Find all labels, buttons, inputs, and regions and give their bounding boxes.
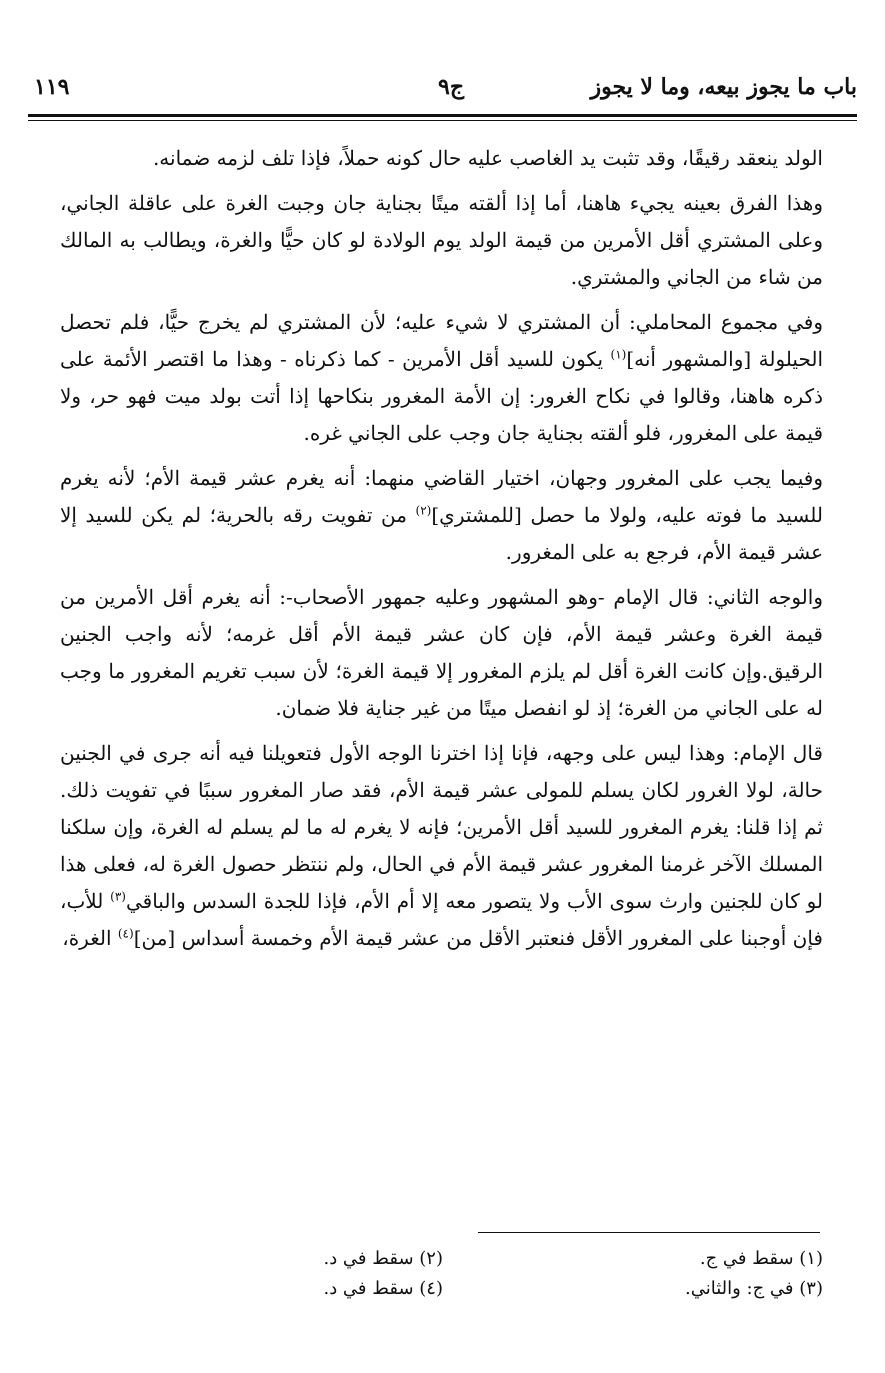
footnote-2 <box>323 1244 443 1274</box>
footnote-4 <box>323 1274 443 1304</box>
paragraph-6 <box>60 735 823 957</box>
paragraph-text: وفي مجموع المحاملي: أن المشتري لا شيء عليه؛ لأن المشتري لم يخرج حيًّا، فلم تحصل الحيلولة [والمشهور أنه] <box>60 310 823 371</box>
footnote-number: (٢) <box>419 1248 443 1269</box>
footnote-1 <box>700 1244 823 1274</box>
paragraph-text: قال الإمام: وهذا ليس على وجهه، فإنا إذا اخترنا الوجه الأول فتعويلنا فيه أنه جرى في الجنين حالة، لولا الغرور لكان يسلم للمولى عشر قيمة الأم، فقد صار المغرور سببًا في تفويت ذلك. ثم إذا قلنا: يغرم المغرور للسيد أقل الأمرين؛ فإنه لا يغرم له ما لم يسلم له الغرة، وإن سلكنا المسلك الآخر غرمنا المغرور عشر قيمة الأم في الحال، ولم ننتظر حصول الغرة له، فعلى هذا لو كان للجنين وارث سوى الأب ولا يتصور معه إلا أم الأم، فإذا للجدة السدس والباقي <box>60 741 824 913</box>
body-text <box>60 140 823 965</box>
footnote-number: (١) <box>799 1248 823 1269</box>
header-rule-thin <box>28 120 857 121</box>
paragraph-3 <box>60 304 823 452</box>
paragraph-4 <box>60 460 823 571</box>
footnote-3 <box>685 1274 823 1304</box>
paragraph-text: للأب، فإن أوجبنا على المغرور الأقل فنعتبر الأقل من عشر قيمة الأم وخمسة أسداس [من] <box>60 889 823 950</box>
footnote-ref-3[interactable]: (٣) <box>110 889 126 904</box>
paragraph-text: والوجه الثاني: قال الإمام -وهو المشهور وعليه جمهور الأصحاب-: أنه يغرم أقل الأمرين من قيمة الغرة وعشر قيمة الأم، فإن كان عشر قيمة الأم أقل غرمه؛ لأنه واجب الجنين الرقيق.وإن كانت الغرة أقل لم يلزم المغرور إلا قيمة الغرة؛ لأن سبب تغريم المغرور ما وجب له على الجاني من الغرة؛ إذ لو انفصل ميتًا من غير جناية فلا ضمان. <box>60 585 823 720</box>
footnote-text: في ج: والثاني. <box>684 1278 794 1299</box>
paragraph-text: من تفويت رقه بالحرية؛ لم يكن للسيد إلا عشر قيمة الأم، فرجع به على المغرور. <box>60 503 823 564</box>
paragraph-text: وفيما يجب على المغرور وجهان، اختيار القاضي منهما: أنه يغرم عشر قيمة الأم؛ لأنه يغرم للسيد ما فوته عليه، ولولا ما حصل [للمشتري] <box>60 466 823 527</box>
footnote-number: (٣) <box>799 1278 823 1299</box>
page-number: ١١٩ <box>34 74 70 100</box>
footnote-ref-2[interactable]: (٢) <box>415 503 432 518</box>
paragraph-text: وهذا الفرق بعينه يجيء هاهنا، أما إذا ألقته ميتًا بجناية جان وجبت الغرة على عاقلة الجاني، وعلى المشتري أقل الأمرين من قيمة الولد يوم الولادة لو كان حيًّا والغرة، ويطالب به المالك من شاء من الجاني والمشتري. <box>60 191 823 289</box>
running-header <box>28 74 857 110</box>
chapter-title: باب ما يجوز بيعه، وما لا يجوز <box>590 74 857 100</box>
volume-label: ج٩ <box>438 74 465 100</box>
footnote-ref-4[interactable]: (٤) <box>117 926 134 941</box>
footnote-text: سقط في د. <box>323 1278 414 1299</box>
footnote-text: سقط في ج. <box>699 1248 794 1269</box>
paragraph-5 <box>60 579 823 727</box>
paragraph-2 <box>60 185 823 296</box>
footnote-separator <box>478 1232 820 1233</box>
footnote-text: سقط في د. <box>323 1248 414 1269</box>
paragraph-text: الغرة، <box>62 926 118 950</box>
footnote-number: (٤) <box>419 1278 443 1299</box>
header-rule-thick <box>28 114 857 117</box>
paragraph-text: الولد ينعقد رقيقًا، وقد تثبت يد الغاصب عليه حال كونه حملاً، فإذا تلف لزمه ضمانه. <box>152 146 823 170</box>
footnote-ref-1[interactable]: (١) <box>610 347 627 362</box>
paragraph-text: يكون للسيد أقل الأمرين - كما ذكرناه - وهذا ما اقتصر الأئمة على ذكره هاهنا، وقالوا في نكاح الغرور: إن الأمة المغرور بنكاحها إذا أتت بولد ميت فهو حر، ولا قيمة على المغرور، فلو ألقته بجناية جان وجب على الجاني غره. <box>60 347 823 445</box>
paragraph-1 <box>60 140 823 177</box>
